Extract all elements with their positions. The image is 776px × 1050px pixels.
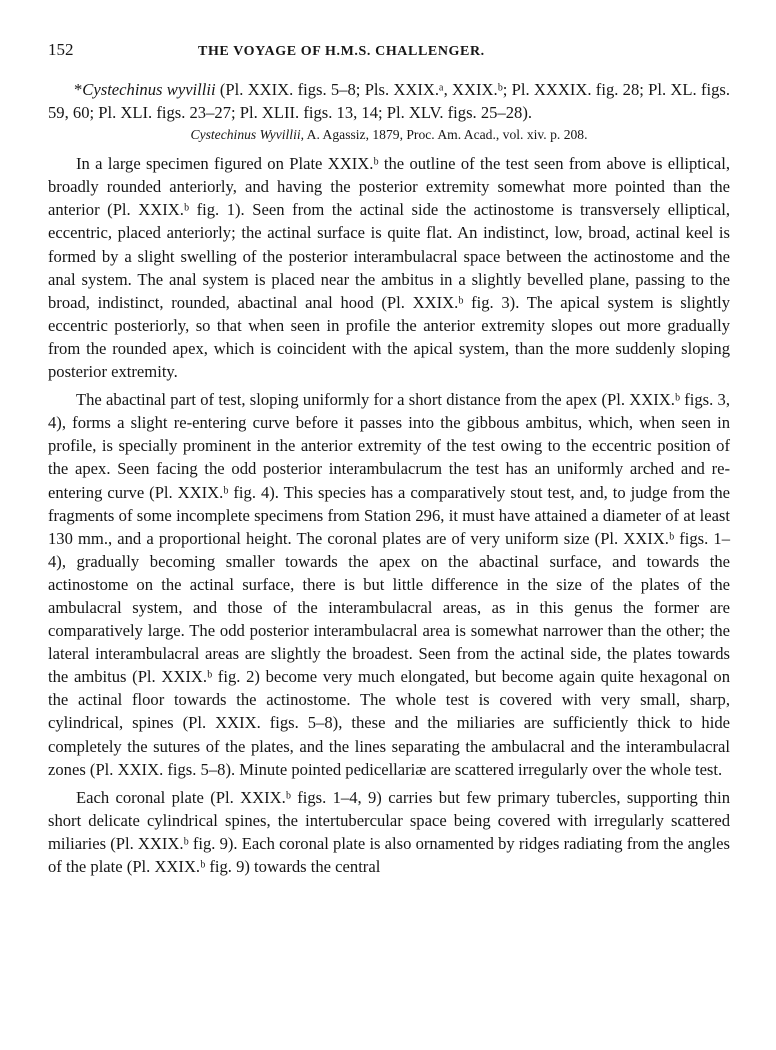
paragraph: Each coronal plate (Pl. XXIX.ᵇ figs. 1–4, 9) carries but few primary tubercles, supporting thin short delicate cylindrical spines, the intertubercular space being covered with irregularly scattered miliaries (Pl. XXIX.ᵇ fig. 9). Each coronal plate is also ornamented by ridges radiating from the angles of the plate (Pl. XXIX.ᵇ fig. 9) towards the central: [48, 787, 730, 876]
body-text: [48, 78, 730, 878]
species-name: Cystechinus wyvillii: [82, 80, 216, 99]
paragraph: In a large specimen figured on Plate XXIX.ᵇ the outline of the test seen from above is elliptical, broadly rounded anteriorly, and having the posterior extremity somewhat more pointed than the anterior (Pl. XXIX.ᵇ fig. 1). Seen from the actinal side the actinostome is transversely elliptical, eccentric, placed anteriorly; the actinal surface is quite flat. An indistinct, low, broad, actinal keel is formed by a slight swelling of the posterior interambulacral space between the actinostome and the anal system. The anal system is placed near the ambitus in a slightly bevelled plane, passing to the broad, indistinct, rounded, abactinal anal hood (Pl. XXIX.ᵇ fig. 3). The apical system is slightly eccentric posteriorly, so that when seen in profile the anterior extremity slopes out more gradually from the rounded apex, which is coincident with the apical system, than the more suddenly sloping posterior extremity.: [48, 154, 730, 382]
page-number: 152: [48, 40, 74, 59]
paragraph: The abactinal part of test, sloping uniformly for a short distance from the apex (Pl. XXIX.ᵇ figs. 3, 4), forms a slight re-entering curve before it passes into the gibbous ambitus, which, when seen in profile, is specially prominent in the anterior extremity of the test owing to the eccentric position of the apex. Seen facing the odd posterior interambulacrum the test has an uniformly arched and re-entering curve (Pl. XXIX.ᵇ fig. 4). This species has a comparatively stout test, and, to judge from the fragments of some incomplete specimens from Station 296, it must have attained a diameter of at least 130 mm., and a proportional height. The coronal plates are of very uniform size (Pl. XXIX.ᵇ figs. 1–4), gradually becoming smaller towards the apex on the abactinal surface, and towards the actinostome on the actinal surface, there is but little difference in the size of the plates of the ambulacral system, and those of the interambulacral areas, as in this genus the former are comparatively large. The odd posterior interambulacral area is somewhat narrower than the other; the lateral interambulacral areas are slightly the broadest. Seen from the actinal side, the plates towards the ambitus (Pl. XXIX.ᵇ fig. 2) become very much elongated, but become again quite hexagonal on the actinal floor towards the actinostome. The whole test is covered with very small, sharp, cylindrical, spines (Pl. XXIX. figs. 5–8), these and the miliaries are sufficiently thick to hide completely the sutures of the plates, and the lines separating the ambulacral and the interambulacral zones (Pl. XXIX. figs. 5–8). Minute pointed pedicellariæ are scattered irregularly over the whole test.: [48, 390, 730, 779]
species-references: (Pl. XXIX. figs. 5–8; Pls. XXIX.ᵃ, XXIX.ᵇ; Pl. XXXIX. fig. 28; Pl. XL. figs. 59, 60; Pl. XLI. figs. 23–27; Pl. XLII. figs. 13, 14; Pl. XLV. figs. 25–28).: [48, 80, 730, 123]
running-header: [48, 40, 730, 66]
species-heading: [48, 78, 730, 124]
species-citation: [48, 124, 730, 146]
citation-reference: , A. Agassiz, 1879, Proc. Am. Acad., vol. xiv. p. 208.: [300, 127, 588, 143]
species-marker: *: [74, 80, 83, 99]
citation-name: Cystechinus Wyvillii: [190, 127, 301, 143]
running-title: THE VOYAGE OF H.M.S. CHALLENGER.: [198, 44, 485, 59]
